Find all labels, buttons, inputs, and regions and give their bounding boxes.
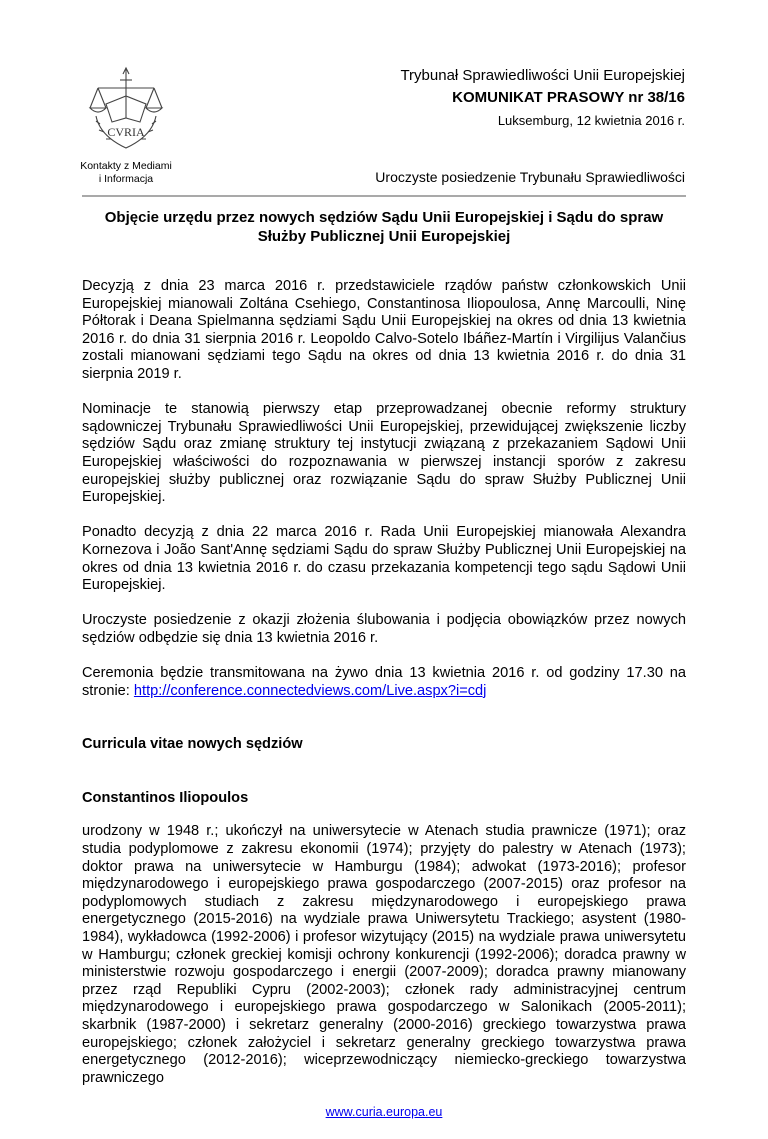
contacts-line: Kontakty z Mediami <box>80 160 172 172</box>
broadcast-link[interactable]: http://conference.connectedviews.com/Live.aspx?i=cdj <box>133 682 487 699</box>
footer <box>82 1105 686 1119</box>
judge-bio <box>82 823 686 1087</box>
bio-paragraph: urodzony w 1948 r.; ukończył na uniwersytecie w Atenach studia prawnicze (1971); oraz studia podyplomowe z zakresu ekonomii (1974); przyjęty do palestry w Atenach (1973); doktor prawa na uniwersytecie w Hamburgu (1984); adwokat (1973-2016); profesor międzynarodowego i europejskiego prawa gospodarczego (2007-2015) oraz profesor na podyplomowych studiach z zakresu międzynarodowego i europejskiego prawa energetycznego (2015-2016) na wydziale prawa Uniwersytetu Trackiego; asystent (1980-1984), wykładowca (1992-2006) i profesor wizytujący (2015) na wydziale prawa uniwersytetu w Hamburgu; członek greckiej komisji ochrony konkurencji (1992-2006); doradca prawny w ministerstwie rozwoju gospodarczego i energii (2007-2009); doradca prawny mianowany przez rząd Republiki Cypru (2002-2003); członek rady administracyjnej centrum międzynarodowego i europejskiego prawa gospodarczego w Salonikach (2005-2011); skarbnik (1987-2000) i sekretarz generalny (2000-2016) greckiego towarzystwa prawa europejskiego; członek założyciel i sekretarz generalny greckiego towarzystwa prawa energetycznego (2012-2016); wiceprzewodniczący niemiecko-greckiego towarzystwa prawniczego <box>82 823 686 1086</box>
logo-text: CVRIA <box>107 125 145 139</box>
document-column <box>82 0 686 1139</box>
paragraph: Nominacje te stanowią pierwszy etap przeprowadzanej obecnie reformy struktury sądowniczej Trybunału Sprawiedliwości Unii Europejskiej, przewidującej zwiększenie liczby sędziów Sądu oraz zmianę struktury tej instytucji związaną z przekazaniem Sądowi Unii Europejskiej właściwości do rozpoznawania w pierwszej instancji sporów z zakresu europejskiej służby publicznej oraz rozwiązanie Sądu do spraw Służby Publicznej Unii Europejskiej. <box>82 401 686 506</box>
press-subject: Uroczyste posiedzenie Trybunału Sprawiedliwości <box>375 169 685 185</box>
judge-name: Constantinos Iliopoulos <box>82 789 249 806</box>
broadcast-paragraph <box>82 665 686 700</box>
press-release-title <box>42 208 726 246</box>
body-text <box>82 278 686 700</box>
release-number: KOMUNIKAT PRASOWY nr 38/16 <box>452 89 685 106</box>
paragraph: Uroczyste posiedzenie z okazji złożenia ślubowania i podjęcia obowiązków przez nowych sędziów odbędzie się dnia 13 kwietnia 2016 r. <box>82 612 686 646</box>
title-line: Służby Publicznej Unii Europejskiej <box>257 228 511 245</box>
cv-heading: Curricula vitae nowych sędziów <box>82 736 303 753</box>
paragraph: Decyzją z dnia 23 marca 2016 r. przedstawiciele rządów państw członkowskich Unii Europejskiej mianowali Zoltána Csehiego, Constantinosa Iliopoulosa, Annę Marcoulli, Ninę Półtorak i Deana Spielmanna sędziami Sądu Unii Europejskiej na okres od dnia 13 kwietnia 2016 r. do dnia 31 sierpnia 2016 r. Leopoldo Calvo-Sotelo Ibáñez-Martín i Virgilijus Valančius zostali mianowani sędziami tego Sądu na okres od dnia 13 kwietnia 2016 r. do dnia 31 sierpnia 2019 r. <box>82 278 686 382</box>
contacts-line: i Informacja <box>98 173 154 185</box>
paragraph: Ponadto decyzją z dnia 22 marca 2016 r. Rada Unii Europejskiej mianowała Alexandra Kornezova i João Sant'Annę sędziami Sądu do spraw Służby Publicznej Unii Europejskiej na okres od dnia 13 kwietnia 2016 r. do czasu przekazania kompetencji tego sądu Sądowi Unii Europejskiej. <box>82 524 686 594</box>
title-line: Objęcie urzędu przez nowych sędziów Sądu Unii Europejskiej i Sądu do spraw <box>104 209 664 226</box>
broadcast-text: Ceremonia będzie transmitowana na żywo dnia 13 kwietnia 2016 r. od godziny 17.30 na stronie: <box>82 665 686 699</box>
curia-website-link[interactable]: www.curia.europa.eu <box>325 1104 443 1119</box>
place-date: Luksemburg, 12 kwietnia 2016 r. <box>497 113 685 128</box>
institution-name: Trybunał Sprawiedliwości Unii Europejskiej <box>400 67 685 84</box>
